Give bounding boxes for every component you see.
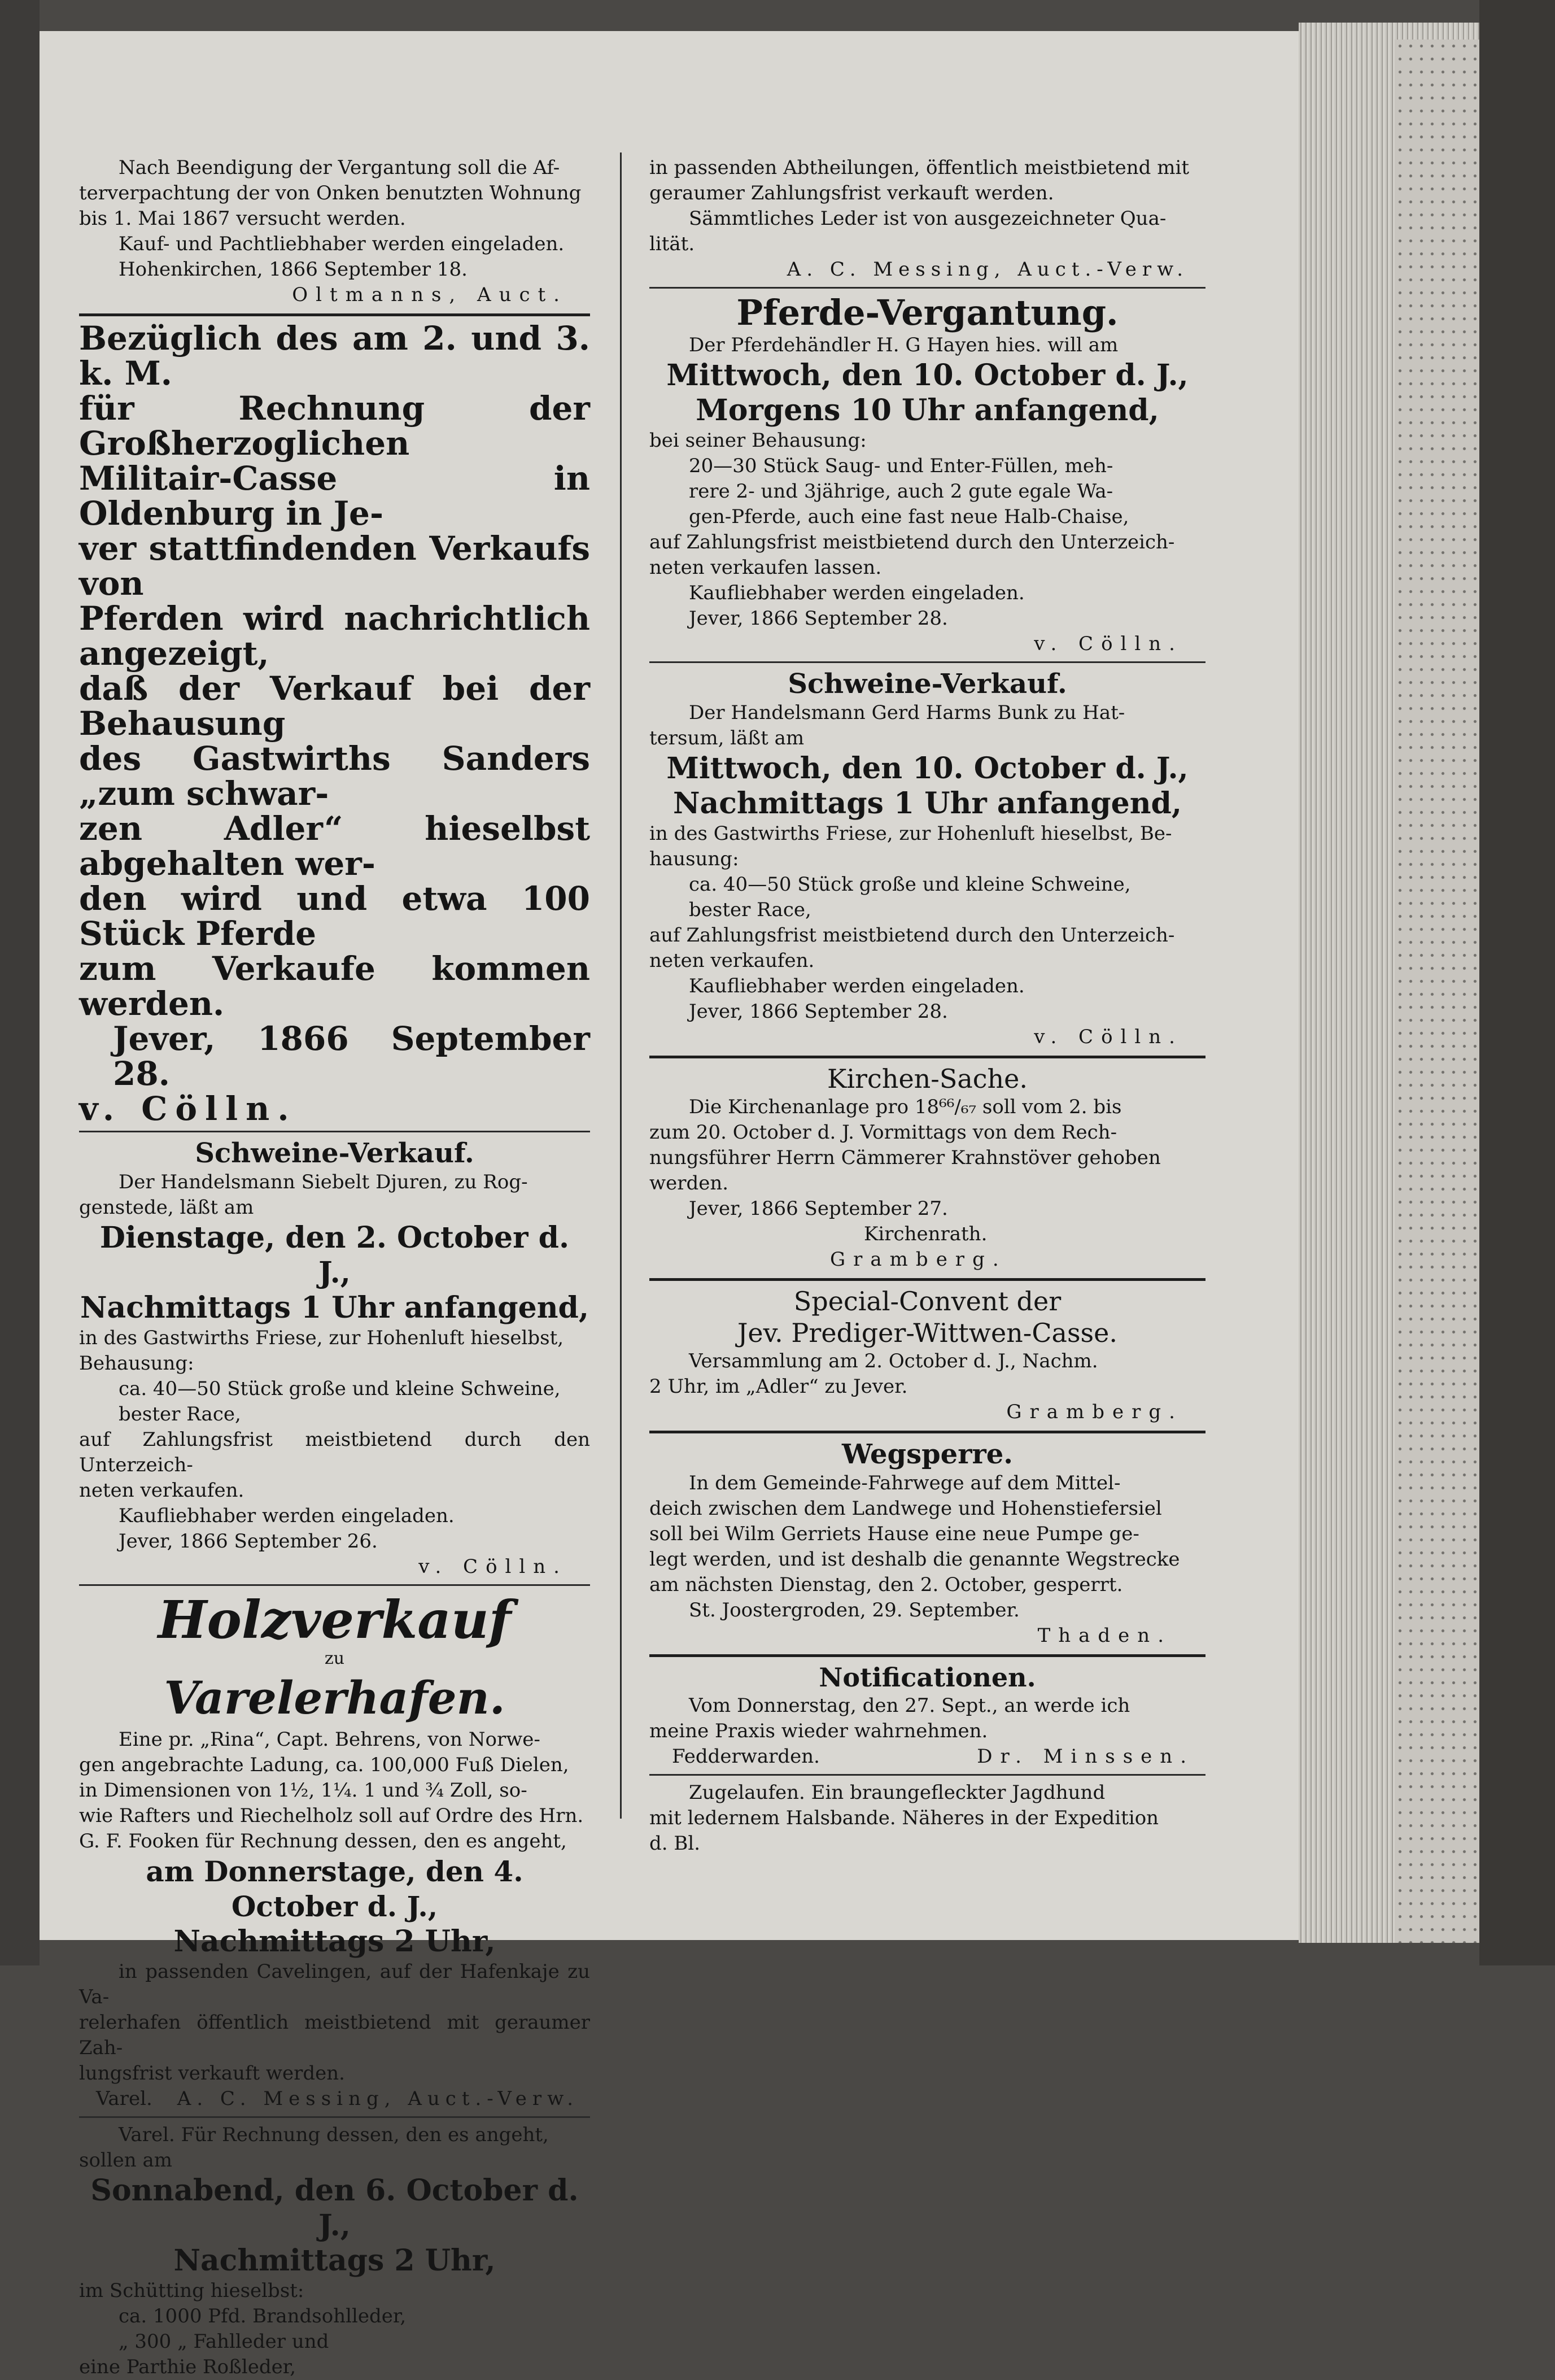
text-line: bester Race, — [119, 1403, 241, 1426]
speckled-book-cover — [1395, 40, 1479, 1943]
text-line: Der Handelsmann Gerd Harms Bunk zu Hat- — [689, 701, 1125, 724]
ad-heading: Schweine-Verkauf. — [195, 1137, 474, 1169]
text-line: 20—30 Stück Saug- und Enter-Füllen, meh- — [689, 455, 1113, 477]
ad-heading: Notificationen. — [819, 1662, 1036, 1693]
ad-road-closure — [649, 1438, 1205, 1649]
text-line: ca. 1000 Pfd. Brandsohlleder, — [119, 2305, 407, 2327]
ad-heading: Wegsperre. — [841, 1439, 1014, 1470]
text-line: relerhafen öffentlich meistbietend mit geraumer Zah- — [79, 2011, 590, 2059]
signature: Gramberg. — [1006, 1401, 1183, 1423]
text-line: gen-Pferde, auch eine fast neue Halb-Chaise, — [689, 505, 1129, 528]
divider — [649, 1278, 1205, 1281]
signature: Oltmanns, Auct. — [292, 284, 567, 306]
text-line: Versammlung am 2. October d. J., Nachm. — [689, 1350, 1098, 1372]
text-line: wie Rafters und Riechelholz soll auf Ordre des Hrn. — [79, 1804, 584, 1827]
text-line: Jever, 1866 September 27. — [689, 1197, 948, 1220]
right-column — [649, 155, 1205, 1856]
text-line: tersum, läßt am — [649, 727, 805, 749]
text-line: Varel. Für Rechnung dessen, den es angeht, — [119, 2124, 549, 2146]
text-line: geraumer Zahlungsfrist verkauft werden. — [649, 182, 1054, 204]
scan-background-right — [1479, 0, 1555, 1965]
place-label: Varel. — [96, 2087, 152, 2110]
text-line: auf Zahlungsfrist meistbietend durch den Unterzeich- — [649, 924, 1175, 947]
text-line: 2 Uhr, im „Adler“ zu Jever. — [649, 1375, 908, 1398]
text-line: rere 2- und 3jährige, auch 2 gute egale Wa- — [689, 480, 1113, 503]
ad-subheading: Varelerhafen. — [164, 1671, 505, 1724]
text-line: zum 20. October d. J. Vormittags von dem Rech- — [649, 1121, 1117, 1144]
text-line: neten verkaufen. — [79, 1479, 244, 1502]
signature: Thaden. — [1037, 1624, 1172, 1647]
ad-pig-sale-djuren — [79, 1137, 590, 1580]
column-divider — [620, 152, 622, 1819]
divider — [649, 1654, 1205, 1657]
text-line: für Rechnung der Großherzoglichen — [79, 389, 590, 463]
ad-church-matter — [649, 1063, 1205, 1272]
text-line: mit ledernem Halsbande. Näheres in der Expedition — [649, 1807, 1159, 1829]
text-line: hausung: — [649, 848, 739, 870]
sale-time: Nachmittags 1 Uhr anfangend, — [80, 1291, 589, 1325]
ad-special-convent — [649, 1285, 1205, 1425]
text-line: nungsführer Herrn Cämmerer Krahnstöver gehoben — [649, 1147, 1161, 1169]
text-line: meine Praxis wieder wahrnehmen. — [649, 1720, 988, 1742]
text-line: bei seiner Behausung: — [649, 429, 867, 452]
place-label: Fedderwarden. — [672, 1745, 820, 1768]
text-line: ca. 40—50 Stück große und kleine Schweine, — [119, 1378, 561, 1400]
text-line: in Dimensionen von 1½, 1¼. 1 und ¾ Zoll, so- — [79, 1779, 527, 1802]
text-line: Zugelaufen. Ein braungefleckter Jagdhund — [689, 1781, 1106, 1804]
text-line: Kauf- und Pachtliebhaber werden eingeladen. — [119, 233, 565, 255]
text-line: des Gastwirths Sanders „zum schwar- — [79, 739, 590, 813]
text-line: deich zwischen dem Landwege und Hohenstiefersiel — [649, 1497, 1162, 1520]
divider — [79, 2116, 590, 2118]
text-line: d. Bl. — [649, 1832, 701, 1855]
signature: v. Cölln. — [79, 1089, 297, 1128]
signature: Kirchenrath. — [864, 1223, 988, 1245]
text-line: ca. 40—50 Stück große und kleine Schweine, — [689, 873, 1131, 896]
sale-time: Nachmittags 2 Uhr, — [173, 2243, 496, 2278]
sale-date: Mittwoch, den 10. October d. J., — [666, 358, 1189, 393]
text-line: G. F. Fooken für Rechnung dessen, den es angeht, — [79, 1830, 567, 1852]
divider — [649, 661, 1205, 663]
divider — [79, 313, 590, 316]
text-line: In dem Gemeinde-Fahrwege auf dem Mittel- — [689, 1472, 1121, 1494]
text-line: bester Race, — [689, 899, 811, 921]
text-line: in des Gastwirths Friese, zur Hohenluft hieselbst, Be- — [649, 822, 1172, 845]
sale-date: Sonnabend, den 6. October d. J., — [90, 2173, 579, 2243]
text-line: in passenden Cavelingen, auf der Hafenkaje zu Va- — [79, 1960, 590, 2008]
ad-timber-sale — [79, 1590, 590, 2112]
divider — [79, 1131, 590, 1132]
signature: A. C. Messing, Auct.-Verw. — [177, 2087, 579, 2110]
ad-found-dog — [649, 1780, 1205, 1856]
divider — [649, 1774, 1205, 1776]
ad-heading: Pferde-Vergantung. — [736, 292, 1119, 333]
text-line: werden. — [649, 1172, 729, 1195]
text-line: zu — [324, 1649, 345, 1668]
text-line: Behausung: — [79, 1352, 194, 1375]
text-line: terverpachtung der von Onken benutzten Wohnung — [79, 182, 582, 204]
divider — [649, 1056, 1205, 1058]
ad-pig-sale-bunk — [649, 668, 1205, 1050]
ad-onken-auction — [79, 155, 590, 308]
text-line: im Schütting hieselbst: — [79, 2279, 304, 2302]
text-line: Kaufliebhaber werden eingeladen. — [119, 1505, 455, 1527]
text-line: Der Handelsmann Siebelt Djuren, zu Rog- — [119, 1171, 528, 1193]
text-line: eine Parthie Roßleder, — [79, 2356, 296, 2378]
text-line: Pferden wird nachrichtlich angezeigt, — [79, 599, 590, 673]
text-line: Kaufliebhaber werden eingeladen. — [689, 582, 1025, 604]
signature-line — [649, 1744, 1205, 1769]
sale-time: Nachmittags 1 Uhr anfangend, — [673, 786, 1182, 821]
sale-time: Nachmittags 2 Uhr, — [173, 1924, 496, 1959]
ad-heading: Jev. Prediger-Wittwen-Casse. — [737, 1318, 1118, 1348]
text-line: neten verkaufen lassen. — [649, 556, 882, 579]
text-line: Kaufliebhaber werden eingeladen. — [689, 975, 1025, 997]
sale-time: Morgens 10 Uhr anfangend, — [696, 393, 1159, 428]
divider — [649, 1431, 1205, 1433]
text-line: Der Pferdehändler H. G Hayen hies. will am — [689, 334, 1119, 356]
text-line: auf Zahlungsfrist meistbietend durch den Unterzeich- — [79, 1428, 590, 1476]
ad-heading: Holzverkauf — [158, 1589, 512, 1650]
text-line: Jever, 1866 September 28. — [113, 1019, 590, 1093]
divider — [79, 1584, 590, 1586]
signature: v. Cölln. — [1034, 633, 1183, 655]
sale-date: Dienstage, den 2. October d. J., — [99, 1220, 570, 1290]
text-line: „ 300 „ Fahlleder und — [119, 2330, 329, 2353]
text-line: am nächsten Dienstag, den 2. October, gesperrt. — [649, 1573, 1123, 1596]
text-line: bis 1. Mai 1867 versucht werden. — [79, 207, 406, 230]
ad-heading: Schweine-Verkauf. — [788, 668, 1067, 700]
ad-heading: Kirchen-Sache. — [827, 1063, 1028, 1094]
ad-leather-sale-continued — [649, 155, 1205, 282]
text-line: in des Gastwirths Friese, zur Hohenluft hieselbst, — [79, 1327, 564, 1349]
scan-background-left — [0, 0, 40, 1965]
text-line: lungsfrist verkauft werden. — [79, 2062, 345, 2085]
text-line: Jever, 1866 September 26. — [119, 1530, 378, 1553]
sale-date: am Donnerstage, den 4. October d. J., — [146, 1855, 523, 1923]
text-line: auf Zahlungsfrist meistbietend durch den Unterzeich- — [649, 531, 1175, 553]
text-line: Nach Beendigung der Vergantung soll die Af- — [119, 156, 560, 179]
signature: v. Cölln. — [418, 1555, 567, 1578]
ad-horse-sale-notice — [79, 321, 590, 1126]
text-line: St. Joostergroden, 29. September. — [689, 1599, 1020, 1621]
ad-leather-sale — [79, 2122, 590, 2380]
text-line: daß der Verkauf bei der Behausung — [79, 669, 590, 743]
text-line: in passenden Abtheilungen, öffentlich meistbietend mit — [649, 156, 1190, 179]
text-line: legt werden, und ist deshalb die genannte Wegstrecke — [649, 1548, 1180, 1571]
divider — [649, 287, 1205, 289]
ad-horse-auction-hayen — [649, 293, 1205, 657]
text-line: Vom Donnerstag, den 27. Sept., an werde ich — [689, 1694, 1130, 1717]
text-line: Bezüglich des am 2. und 3. k. M. — [79, 319, 590, 393]
text-line: ver stattfindenden Verkaufs von — [79, 529, 590, 603]
signature: A. C. Messing, Auct.-Verw. — [787, 258, 1189, 281]
text-line: Hohenkirchen, 1866 September 18. — [119, 258, 468, 281]
text-line: Militair-Casse in Oldenburg in Je- — [79, 459, 590, 533]
text-line: lität. — [649, 233, 695, 255]
left-column — [79, 155, 590, 2380]
text-line: gen angebrachte Ladung, ca. 100,000 Fuß Dielen, — [79, 1754, 569, 1776]
sale-date: Mittwoch, den 10. October d. J., — [666, 751, 1189, 786]
signature: v. Cölln. — [1034, 1026, 1183, 1048]
text-line: soll bei Wilm Gerriets Hause eine neue Pumpe ge- — [649, 1523, 1139, 1545]
text-line: neten verkaufen. — [649, 949, 815, 972]
text-line: Die Kirchenanlage pro 18⁶⁶/₆₇ soll vom 2. bis — [689, 1096, 1122, 1118]
ad-heading: Special-Convent der — [793, 1286, 1062, 1317]
text-line: genstede, läßt am — [79, 1196, 254, 1219]
text-line: zum Verkaufe kommen werden. — [79, 949, 590, 1023]
signature: Gramberg. — [830, 1248, 1007, 1271]
text-line: Eine pr. „Rina“, Capt. Behrens, von Norwe- — [119, 1728, 540, 1751]
signature: Dr. Minssen. — [977, 1745, 1194, 1768]
signature-line — [79, 2086, 590, 2112]
ad-notifications — [649, 1662, 1205, 1769]
text-line: zen Adler“ hieselbst abgehalten wer- — [79, 809, 590, 883]
text-line: den wird und etwa 100 Stück Pferde — [79, 879, 590, 953]
text-line: Sämmtliches Leder ist von ausgezeichneter Qua- — [689, 207, 1167, 230]
text-line: Jever, 1866 September 28. — [689, 607, 948, 630]
text-line: Jever, 1866 September 28. — [689, 1000, 948, 1023]
text-line: sollen am — [79, 2149, 173, 2172]
